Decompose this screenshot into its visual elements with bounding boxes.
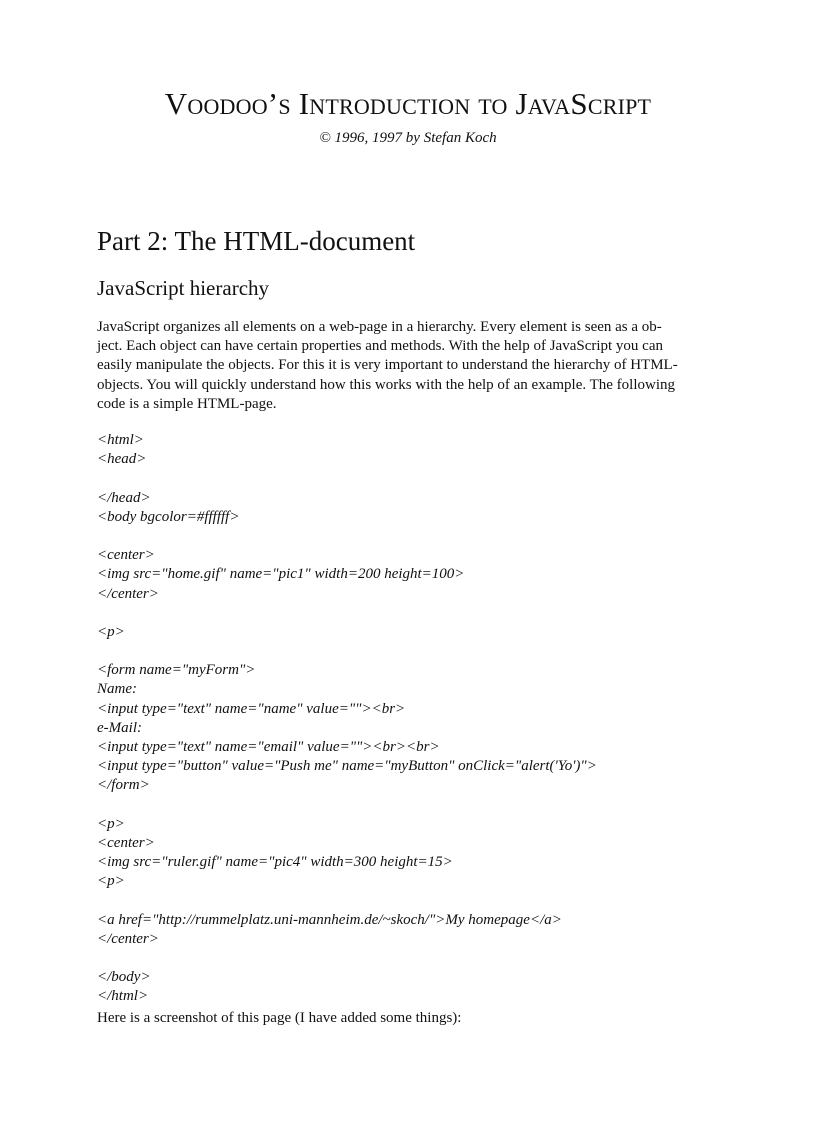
code-line: <img src="ruler.gif" name="pic4" width=300 height=15> bbox=[97, 854, 453, 871]
code-line: <input type="text" name="email" value=""><br><br> bbox=[97, 739, 440, 755]
code-line: <center> bbox=[97, 834, 155, 851]
intro-line: easily manipulate the objects. For this it is very important to understand the hierarchy of HTML- bbox=[97, 357, 678, 374]
intro-line: code is a simple HTML-page. bbox=[97, 395, 277, 412]
code-line: <head> bbox=[97, 451, 147, 468]
intro-paragraph bbox=[97, 318, 721, 414]
code-line: <input type="text" name="name" value=""><br> bbox=[97, 700, 406, 717]
code-listing bbox=[97, 431, 597, 1007]
intro-line: ject. Each object can have certain properties and methods. With the help of JavaScript you can bbox=[97, 338, 663, 355]
code-line: <p> bbox=[97, 815, 125, 832]
section-heading: JavaScript hierarchy bbox=[97, 276, 270, 300]
code-line bbox=[97, 796, 597, 815]
intro-line: objects. You will quickly understand how this works with the help of an example. The following bbox=[97, 376, 675, 393]
code-line: </body> bbox=[97, 969, 151, 986]
code-line: <form name="myForm"> bbox=[97, 662, 256, 679]
code-line: <html> bbox=[97, 432, 144, 448]
code-line bbox=[97, 604, 597, 623]
code-line: Name: bbox=[97, 681, 137, 698]
code-line: <p> bbox=[97, 873, 125, 890]
closing-paragraph: Here is a screenshot of this page (I have added some things): bbox=[97, 1010, 462, 1026]
code-line: </head> bbox=[97, 489, 151, 506]
part-heading: Part 2: The HTML-document bbox=[97, 226, 416, 256]
code-line: <p> bbox=[97, 623, 125, 640]
code-line: </center> bbox=[97, 930, 159, 947]
code-line bbox=[97, 949, 597, 968]
document-title: Voodoo’s Introduction to JavaScript bbox=[164, 86, 652, 121]
code-line bbox=[97, 527, 597, 546]
code-line: <body bgcolor=#ffffff> bbox=[97, 508, 240, 525]
copyright-line: © 1996, 1997 by Stefan Koch bbox=[319, 130, 497, 146]
code-line bbox=[97, 642, 597, 661]
code-line: e-Mail: bbox=[97, 719, 142, 736]
code-line: <input type="button" value="Push me" name="myButton" onClick="alert('Yo')"> bbox=[97, 758, 597, 775]
intro-line: JavaScript organizes all elements on a web-page in a hierarchy. Every element is seen as a ob- bbox=[97, 319, 662, 335]
code-line: </html> bbox=[97, 988, 149, 1005]
code-line: <a href="http://rummelplatz.uni-mannheim.de/~skoch/">My homepage</a> bbox=[97, 911, 562, 928]
code-line: <center> bbox=[97, 547, 155, 564]
code-line: </form> bbox=[97, 777, 150, 794]
code-line bbox=[97, 892, 597, 911]
code-line bbox=[97, 469, 597, 488]
code-line: <img src="home.gif" name="pic1" width=200 height=100> bbox=[97, 566, 465, 583]
code-line: </center> bbox=[97, 585, 159, 602]
